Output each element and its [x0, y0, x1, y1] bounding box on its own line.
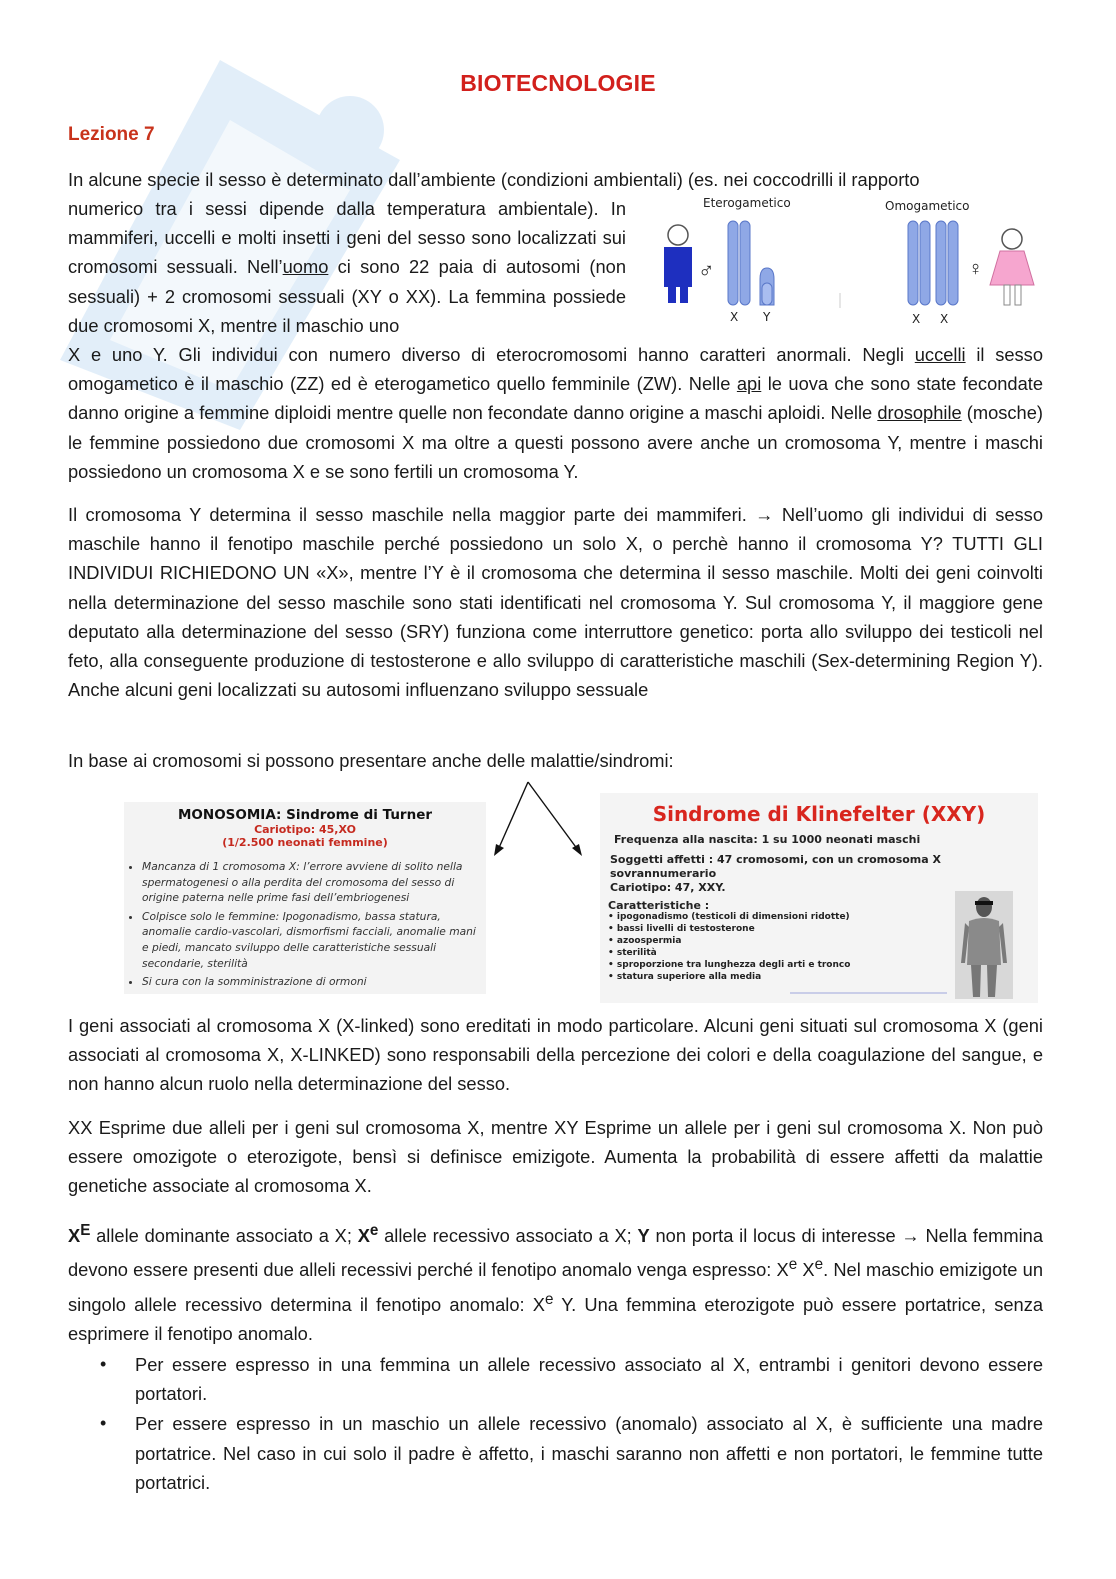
list-item-text: Per essere espresso in un maschio un allele recessivo (anomalo) associato al X, è sufficiente una madre portatrice. Nel caso in cui solo il padre è affetto, i maschi saranno non affetti e non portatori, le femmine tutte portatrici.	[135, 1413, 1043, 1493]
klinefelter-item: • ipogonadismo (testicoli di dimensioni ridotte)	[608, 912, 850, 924]
turner-list	[124, 859, 486, 990]
patient-photo	[955, 891, 1013, 999]
lesson-heading: Lezione 7	[68, 124, 155, 145]
sex-chromosomes-figure	[660, 193, 1040, 333]
hetero-y-label: Y	[763, 310, 771, 324]
label-heterogametic: Eterogametico	[703, 196, 791, 210]
klinefelter-affected: Soggetti affetti : 47 cromosomi, con un cromosoma X sovrannumerario	[610, 853, 941, 880]
paragraph-x-linked: I geni associati al cromosoma X (X-linked) sono ereditati in modo particolare. Alcuni geni situati sul cromosoma X (geni associati al cromosoma X, X-LINKED) sono responsabili della percezione dei colori e della coagulazione del sangue, e non hanno alcun ruolo nella determinazione del sesso.	[68, 1015, 1043, 1095]
list-item	[68, 1350, 1043, 1408]
klinefelter-item: • sproporzione tra lunghezza degli arti e tronco	[608, 960, 850, 972]
branch-arrows-icon	[490, 780, 590, 860]
list-item	[68, 1409, 1043, 1497]
klinefelter-karyotype: Cariotipo: 47, XXY.	[610, 881, 726, 894]
bullet-icon: •	[100, 1354, 107, 1374]
paragraph-syndromes-intro: In base ai cromosomi si possono presentare anche delle malattie/sindromi:	[68, 750, 674, 771]
klinefelter-title: Sindrome di Klinefelter (XXY)	[652, 802, 986, 826]
klinefelter-item: • statura superiore alla media	[608, 972, 850, 984]
paragraph-hemizygous: XX Esprime due alleli per i geni sul cromosoma X, mentre XY Esprime un allele per i geni sul cromosoma X. Non può essere omozigote o eterozigote, bensì si definisce emizigote. Aumenta la probabilità di essere affetti da malattie genetiche associate al cromosoma X.	[68, 1117, 1043, 1197]
paragraph-intro-wrapped: numerico tra i sessi dipende dalla temperatura ambientale). In mammiferi, uccelli e molti insetti i geni del sesso sono localizzati sui cromosomi sessuali. Nell’uomo ci sono 22 paia di autosomi (non sessuali) + 2 cromosomi sessuali (XY o XX). La femmina possiede due cromosomi X, mentre il maschio uno	[68, 198, 626, 336]
homo-x1-label: X	[912, 312, 921, 326]
female-figure-icon	[990, 229, 1034, 305]
list-item-text: Per essere espresso in una femmina un allele recessivo associato al X, entrambi i genitori devono essere portatori.	[135, 1354, 1043, 1405]
klinefelter-characteristics-title: Caratteristiche :	[608, 899, 710, 912]
y-chromosome-icon	[760, 268, 774, 305]
turner-item: • Mancanza di 1 cromosoma X: l’errore avviene di solito nella spermatogenesi o alla perdita del cromosoma del sesso di origine paterna nelle prime fasi dell’embriogenesi	[142, 859, 480, 906]
klinefelter-list	[608, 912, 850, 983]
klinefelter-item: • sterilità	[608, 948, 850, 960]
bullet-icon: •	[100, 1413, 107, 1434]
turner-karyotype: Cariotipo: 45,XO	[254, 823, 356, 836]
turner-title: MONOSOMIA: Sindrome di Turner	[177, 807, 433, 823]
label-homogametic: Omogametico	[885, 199, 970, 213]
x-chromosome-icon	[728, 221, 750, 305]
paragraph-intro-first-line: In alcune specie il sesso è determinato dall’ambiente (condizioni ambientali) (es. nei coccodrilli il rapporto	[68, 169, 920, 190]
turner-syndrome-figure	[124, 802, 486, 994]
turner-item: • Si cura con la somministrazione di ormoni	[142, 974, 480, 990]
xx-chromosomes-icon	[908, 221, 958, 305]
male-symbol-icon: ♂	[698, 258, 715, 283]
male-figure-icon	[664, 225, 692, 303]
hetero-x-label: X	[730, 310, 739, 324]
paragraph-alleles: $X^E$ allele dominante associato a X; Xe allele recessivo associato a X; Y non porta il locus di interesse → Nella femmina devono essere presenti due alleli recessivi perché il fenotipo anomalo venga espresso: Xe Xe. Nel maschio emizigote un singolo allele recessivo determina il fenotipo anomalo: Xe Y. Una femmina eterozigote può essere portatrice, senza esprimere il fenotipo anomalo.	[68, 1222, 1043, 1344]
paragraph-intro-rest: X e uno Y. Gli individui con numero diverso di eterocromosomi hanno caratteri anormali. Negli uccelli il sesso omogametico è il maschio (ZZ) ed è eterogametico quello femminile (ZW). Nelle api le uova che sono state fecondate danno origine a femmine diploidi mentre quelle non fecondate danno origine a maschi aploidi. Nelle drosophile (mosche) le femmine possiedono due cromosomi X ma oltre a questi possono avere anche un cromosoma Y, mentre i maschi possiedono un cromosoma X e se sono fertili un cromosoma Y.	[68, 344, 1043, 482]
paragraph-y-chromosome: Il cromosoma Y determina il sesso maschile nella maggior parte dei mammiferi. → Nell’uomo gli individui di sesso maschile hanno il fenotipo maschile perché possiedono un solo X, o perchè hanno il cromosoma Y? TUTTI GLI INDIVIDUI RICHIEDONO UN «X», mentre l’Y è il cromosoma che determina il sesso maschile. Molti dei geni coinvolti nella determinazione del sesso maschile sono stati identificati nel cromosoma Y. Sul cromosoma Y, il maggiore gene deputato alla determinazione del sesso (SRY) funziona come interruttore genetico: porta allo sviluppo dei testicoli nel feto, alla conseguente produzione di testosterone e allo sviluppo di caratteristiche maschili (Sex-determining Region Y). Anche alcuni geni localizzati su autosomi influenzano sviluppo sessuale	[68, 504, 1043, 701]
female-symbol-icon: ♀	[968, 258, 983, 280]
klinefelter-item: • azoospermia	[608, 936, 850, 948]
turner-item: • Colpisce solo le femmine: Ipogonadismo, bassa statura, anomalie cardio-vascolari, dismorfismi facciali, anomalie mani e piedi, mancato sviluppo delle caratteristiche sessuali secondarie, sterilità	[142, 909, 480, 971]
klinefelter-item: • bassi livelli di testosterone	[608, 924, 850, 936]
klinefelter-syndrome-figure	[600, 793, 1038, 1003]
homo-x2-label: X	[940, 312, 949, 326]
inheritance-bullet-list	[68, 1350, 1043, 1498]
klinefelter-frequency: Frequenza alla nascita: 1 su 1000 neonati maschi	[614, 833, 921, 846]
turner-frequency: (1/2.500 neonati femmine)	[222, 836, 388, 849]
document-title: BIOTECNOLOGIE	[460, 70, 656, 96]
